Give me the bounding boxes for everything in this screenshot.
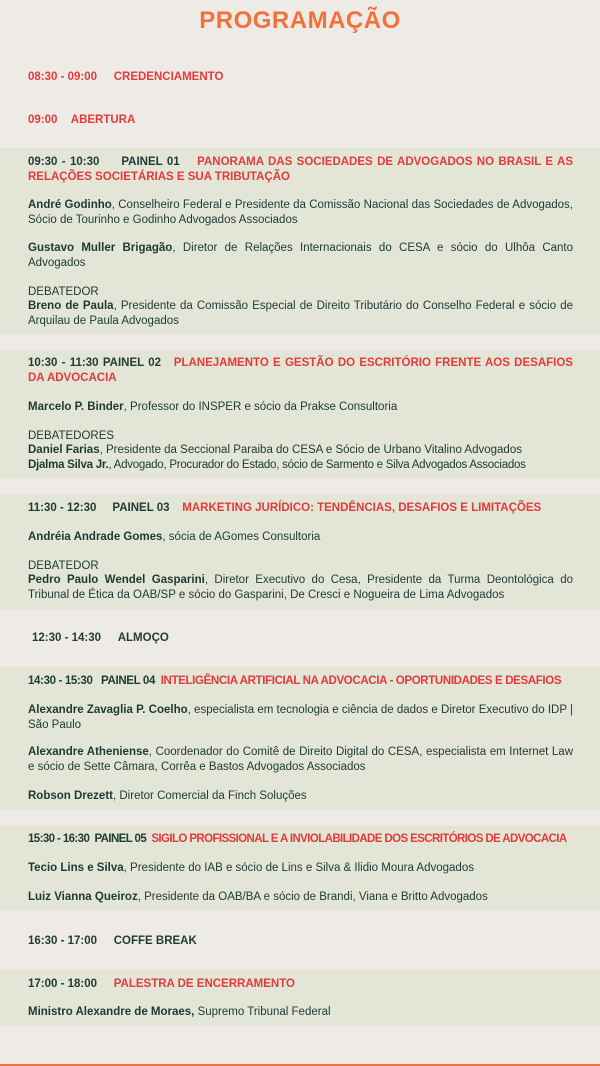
- debater-label: DEBATEDOR: [28, 286, 99, 298]
- speaker-entry: [28, 861, 573, 876]
- speaker-entry: [28, 443, 573, 458]
- speaker-name: Alexandre Atheniense: [28, 746, 149, 758]
- speaker-description: , Coordenador do Comitê de Direito Digital do CESA, especialista em Internet Law e sócio de Sette Câmara, Corrêa e Bastos Advogados Associados: [28, 746, 573, 773]
- panel-number: PAINEL 02: [102, 357, 161, 369]
- speaker-name: Pedro Paulo Wendel Gasparini: [28, 574, 205, 586]
- time-label: 12:30 - 14:30: [32, 632, 102, 644]
- speaker-name: Tecio Lins e Silva: [28, 862, 124, 874]
- speaker-entry: [28, 703, 573, 733]
- speaker-name: Luiz Vianna Queiroz: [28, 891, 138, 903]
- speaker-name: Alexandre Zavaglia P. Coelho: [28, 704, 188, 716]
- speaker-name: Breno de Paula: [28, 300, 114, 312]
- panel-time: 09:30 - 10:30: [28, 156, 100, 168]
- speaker-name: André Godinho: [28, 199, 112, 211]
- speaker-entry: [28, 573, 573, 603]
- debater-label: DEBATEDOR: [28, 560, 99, 572]
- speaker-name: Gustavo Muller Brigagão: [28, 242, 173, 254]
- panel-04-heading: [28, 674, 573, 689]
- panel-number: PAINEL 05: [94, 833, 147, 845]
- speaker-entry: [28, 1005, 573, 1020]
- schedule-almoco: [32, 630, 169, 646]
- speaker-description: , Diretor Executivo do Cesa, Presidente da Turma Deontológica do Tribunal de Ética da OAB/SP e sócio do Gasparini, De Cresci e Nogueira de Lima Advogados: [28, 574, 573, 601]
- panel-time: 15:30 - 16:30: [28, 833, 90, 845]
- schedule-abertura: [28, 112, 135, 128]
- event-label: PALESTRA DE ENCERRAMENTO: [113, 978, 295, 990]
- speaker-description: , Diretor de Relações Internacionais do CESA e sócio do Ulhôa Canto Advogados: [28, 242, 574, 269]
- panel-01-heading: [28, 155, 573, 185]
- speaker-entry: [28, 458, 573, 473]
- panel-topic: INTELIGÊNCIA ARTIFICIAL NA ADVOCACIA - OPORTUNIDADES E DESAFIOS: [160, 675, 562, 687]
- time-label: 16:30 - 17:00: [28, 935, 98, 947]
- speaker-description: , Professor do INSPER e sócio da Prakse Consultoria: [123, 401, 398, 413]
- event-label: ALMOÇO: [117, 632, 169, 644]
- speaker-name: Daniel Farias: [28, 444, 100, 456]
- speaker-name: Andréia Andrade Gomes: [28, 531, 163, 543]
- page-title: PROGRAMAÇÃO: [199, 7, 401, 34]
- speaker-entry: [28, 530, 573, 545]
- panel-number: PAINEL 01: [121, 156, 180, 168]
- speaker-description: , sócia de AGomes Consultoria: [162, 531, 321, 543]
- speaker-entry: [28, 400, 573, 415]
- speaker-entry: [28, 241, 573, 271]
- time-label: 09:00: [28, 114, 58, 126]
- time-label: 17:00 - 18:00: [28, 978, 98, 990]
- event-label: COFFE BREAK: [113, 935, 197, 947]
- speaker-entry: [28, 299, 573, 329]
- panel-topic: SIGILO PROFISSIONAL E A INVIOLABILIDADE DOS ESCRITÓRIOS DE ADVOCACIA: [151, 833, 567, 845]
- speaker-description: , Presidente da OAB/BA e sócio de Brandi, Viana e Britto Advogados: [137, 891, 488, 903]
- speaker-description: , Presidente da Seccional Paraiba do CESA e Sócio de Urbano Vitalino Advogados: [99, 444, 522, 456]
- speaker-entry: [28, 745, 573, 775]
- speaker-name: Ministro Alexandre de Moraes,: [28, 1006, 195, 1018]
- speaker-description: , especialista em tecnologia e ciência de dados e Diretor Executivo do IDP | São Paulo: [28, 704, 573, 731]
- speaker-description: Supremo Tribunal Federal: [194, 1006, 331, 1018]
- schedule-encerramento: [28, 976, 295, 992]
- speaker-name: Marcelo P. Binder: [28, 401, 124, 413]
- panel-topic: PANORAMA DAS SOCIEDADES DE ADVOGADOS NO BRASIL E AS RELAÇÕES SOCIETÁRIAS E SUA TRIBUTAÇÃO: [28, 156, 573, 183]
- panel-05-heading: [28, 832, 573, 847]
- panel-topic: MARKETING JURÍDICO: TENDÊNCIAS, DESAFIOS E LIMITAÇÕES: [182, 502, 542, 514]
- panel-03-heading: [28, 501, 573, 516]
- panel-number: PAINEL 03: [112, 502, 170, 514]
- panel-number: PAINEL 04: [101, 675, 155, 687]
- speaker-name: Djalma Silva Jr.: [28, 459, 109, 471]
- speaker-description: , Presidente do IAB e sócio de Lins e Silva & Ilidio Moura Advogados: [123, 862, 474, 874]
- speaker-description: , Presidente da Comissão Especial de Direito Tributário do Conselho Federal e sócio de Arquilau de Paula Advogados: [28, 300, 573, 327]
- schedule-coffee-break: [28, 933, 197, 949]
- panel-time: 14:30 - 15:30: [28, 675, 93, 687]
- panel-02-heading: [28, 356, 573, 386]
- panel-time: 11:30 - 12:30: [28, 502, 97, 514]
- time-label: 08:30 - 09:00: [28, 71, 98, 83]
- event-label: CREDENCIAMENTO: [113, 71, 224, 83]
- panel-time: 10:30 - 11:30: [28, 357, 99, 369]
- speaker-entry: [28, 198, 573, 228]
- speaker-description: , Advogado, Procurador do Estado, sócio de Sarmento e Silva Advogados Associados: [108, 459, 526, 471]
- schedule-credenciamento: [28, 69, 223, 85]
- speaker-description: , Conselheiro Federal e Presidente da Comissão Nacional das Sociedades de Advogados, Sócio de Tourinho e Godinho Advogados Associados: [28, 199, 574, 226]
- speaker-description: , Diretor Comercial da Finch Soluções: [112, 790, 307, 802]
- debater-label: DEBATEDORES: [28, 430, 115, 442]
- speaker-entry: [28, 890, 573, 905]
- panel-topic: PLANEJAMENTO E GESTÃO DO ESCRITÓRIO FRENTE AOS DESAFIOS DA ADVOCACIA: [28, 357, 573, 384]
- speaker-name: Robson Drezett: [28, 790, 113, 802]
- speaker-entry: [28, 789, 573, 804]
- event-label: ABERTURA: [70, 114, 136, 126]
